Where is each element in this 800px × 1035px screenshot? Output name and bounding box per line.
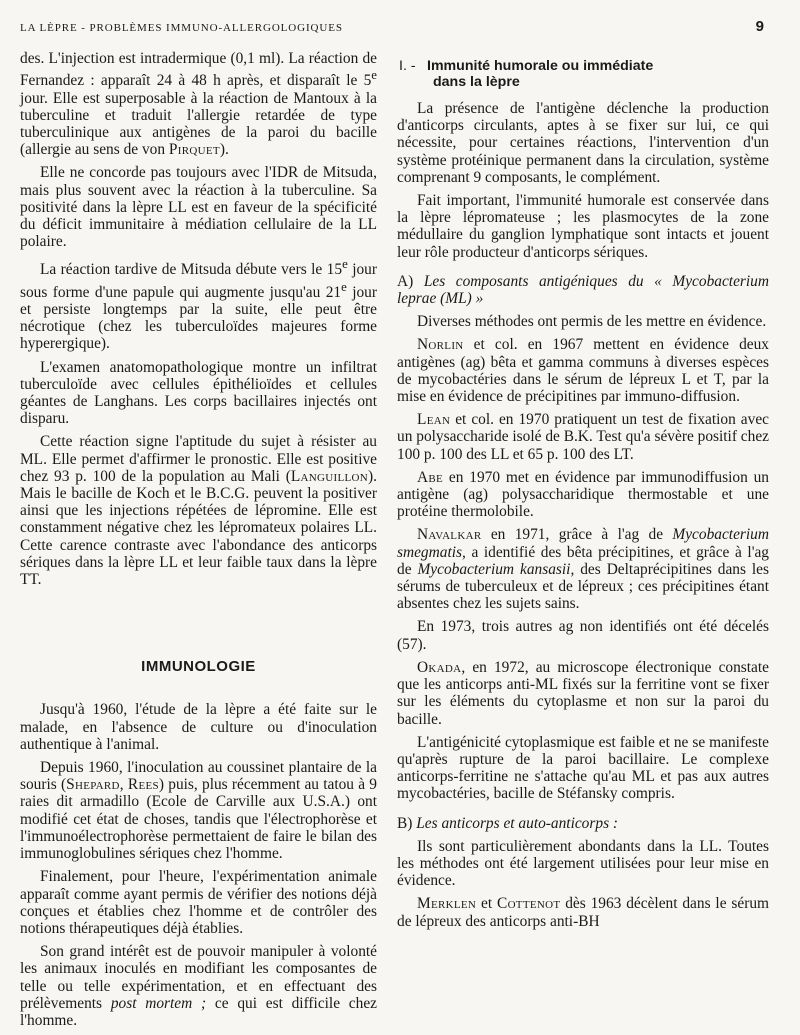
text-run: jour sous forme d'une papule qui augmente jusqu'au 21 <box>20 261 377 301</box>
author-name: Pirquet <box>168 141 220 159</box>
superscript: e <box>342 257 348 272</box>
author-name: Lean <box>417 411 451 429</box>
paragraph: Elle ne concorde pas toujours avec l'IDR de Mitsuda, mais plus souvent avec la réaction à la tuberculine. Sa positivité dans la lèpre LL est en faveur de la spécificité du déficit immunitaire à médiation cellulaire de la LL polaire. <box>20 164 377 251</box>
italic-text: Mycobacterium kansasii, <box>417 560 575 578</box>
subheading-label: B) <box>397 814 413 832</box>
subheading-text: Les composants antigéniques du « Mycobacterium leprae (ML) » <box>397 272 769 308</box>
subheading-label: A) <box>397 272 414 290</box>
paragraph <box>397 411 769 463</box>
italic-text: post mortem ; <box>110 994 207 1012</box>
paragraph: La présence de l'antigène déclenche la production d'anticorps circulants, aptes à se fixer sur lui, ce qui nécessite, pour certaines réactions, l'intervention d'un système protéinique permanent dans la circulation, système comprenant 9 composants, le complément. <box>397 100 769 186</box>
author-name: Abe <box>417 468 444 486</box>
author-name: Merklen <box>417 895 477 913</box>
text-run: ). <box>219 141 229 159</box>
paragraph <box>397 659 769 728</box>
text-run: Son grand intérêt est de pouvoir manipuler à volonté les animaux inoculés en modifiant les composantes de telle ou telle expérimentation, et en effectuant des prélèvements <box>20 943 377 1012</box>
author-name: Shepard <box>66 776 120 794</box>
text-run: des Deltaprécipitines dans les sérums de tuberculeux et de lépreux ; ces précipitines étant absentes chez les sujets sains. <box>397 560 770 613</box>
italic-text: Mycobacterium smegmatis, <box>397 526 769 561</box>
paragraph <box>397 895 769 929</box>
text-run: Depuis 1960, l'inoculation au coussinet plantaire de la souris ( <box>20 759 377 794</box>
text-run: ce qui est difficile chez l'homme. <box>20 994 377 1029</box>
author-name: Rees <box>127 776 159 794</box>
paragraph: Fait important, l'immunité humorale est conservée dans la lèpre lépromateuse ; les plasmocytes de la zone médullaire du ganglion lymphatique sont intacts et jouent leur rôle producteur d'anticorps sériques. <box>397 192 769 261</box>
text-run: jour et persiste longtemps par la suite, elle peut être nécrotique (chez les tuberculoïdes majeures forme hyperergique). <box>20 283 377 353</box>
paragraph: L'examen anatomopathologique montre un infiltrat tuberculoïde avec cellules épithélioïdes et cellules géantes de Langhans. Les corps bacillaires injectés ont disparu. <box>20 358 377 428</box>
subheading-b <box>397 815 769 832</box>
right-column <box>397 50 769 936</box>
paragraph: En 1973, trois autres ag non identifiés ont été décelés (57). <box>397 618 769 653</box>
text-run: La réaction tardive de Mitsuda débute vers le 15 <box>40 261 343 279</box>
text-run: a identifié des bêta précipitines, et grâce à l'ag de <box>397 543 769 578</box>
text-run: en 1970 met en évidence par immunodiffusion un antigène (ag) polysaccharidique thermostable et une protéine thermolobile. <box>397 468 769 521</box>
subheading-a <box>397 273 769 307</box>
text-run: et col. en 1967 mettent en évidence deux antigènes (ag) bêta et gamma communs à diverses espèces de mycobactéries dans le sérum de lépreux L et T, par la mise en évidence de précipitines par immuno-diffusion. <box>397 336 769 406</box>
paragraph: Finalement, pour l'heure, l'expérimentation animale apparaît comme ayant permis de vérifier des notions déjà conçues et établies chez l'homme et de contrôler des notions thérapeutiques déjà établies. <box>20 868 377 937</box>
author-name: Navalkar <box>417 526 482 544</box>
paragraph: L'antigénicité cytoplasmique est faible et ne se manifeste qu'après rupture de la paroi bacillaire. Le complexe anticorps-ferritine ne s'attache qu'au ML et pas aux autres mycobactéries, bacille de Stéfansky compris. <box>397 733 769 803</box>
running-header <box>12 18 764 38</box>
text-run: en 1971, grâce à l'ag de <box>481 526 673 544</box>
author-name: Cottenot <box>497 895 561 913</box>
heading-number: I. - <box>399 58 416 74</box>
text-run: dès 1963 décèlent dans le sérum de lépreux des anticorps anti-BH <box>397 895 769 930</box>
text-run: des. L'injection est intradermique (0,1 ml). La réaction de Fernandez : apparaît 24 à 48 h après, et disparaît le 5 <box>20 50 377 90</box>
paragraph <box>20 50 377 158</box>
paragraph <box>20 943 377 1029</box>
paragraph <box>397 469 769 521</box>
text-run: et col. en 1970 pratiquent un test de fixation avec un polysaccharide isolé de B.K. Test qu'a sévère positif chez 100 p. 100 des LL et 65 p. 100 des LT. <box>397 411 769 463</box>
text-run: et <box>476 895 497 913</box>
author-name: Okada <box>417 658 462 676</box>
text-run: Cette réaction signe l'aptitude du sujet à résister au ML. Elle permet d'affirmer le pronostic. Elle est positive chez 93 p. 100 de la population au Mali ( <box>20 433 377 485</box>
paragraph: Jusqu'à 1960, l'étude de la lèpre a été faite sur le malade, en l'absence de culture ou d'inoculation authentique à l'animal. <box>20 701 377 753</box>
paragraph <box>20 433 377 588</box>
paragraph <box>397 336 769 405</box>
paragraph <box>20 759 377 862</box>
paragraph <box>20 256 377 352</box>
text-run: , <box>119 776 128 794</box>
text-run: , en 1972, au microscope électronique constate que les anticorps anti-ML fixés sur la ferritine vont se fixer sur les éléments du cytoplasme et non sur la paroi du bacille. <box>397 658 769 728</box>
author-name: Languillon <box>290 467 369 485</box>
superscript: e <box>371 68 377 83</box>
heading-line: dans la lèpre <box>433 74 520 90</box>
superscript: e <box>341 279 347 294</box>
text-run: ) puis, plus récemment au tatou à 9 raies dit armadillo (Ecole de Carville aux U.S.A.) ont modifié cet état de choses, tandis que l'électrophorèse et l'immunoélectrophorèse permettaient de faire le bilan des immunoglobulines sériques chez l'homme. <box>20 776 377 863</box>
heading-line: Immunité humorale ou immédiate <box>427 58 654 74</box>
running-title: LA LÈPRE - PROBLÈMES IMMUNO-ALLERGOLOGIQUES <box>20 22 343 34</box>
text-run: ). Mais le bacille de Koch et le B.C.G. peuvent la positiver ainsi que les injections répétées de lépromine. Elle est constamment négative chez les lépromateux polaires LL. Cette carence contraste avec l'abondance des anticorps sériques dans la lèpre LL et leur faible taux dans la lèpre TT. <box>20 467 377 589</box>
page-number: 9 <box>755 18 764 35</box>
paragraph: Ils sont particulièrement abondants dans la LL. Toutes les méthodes ont été largement utilisées pour leur mise en évidence. <box>397 837 769 890</box>
subheading-text: Les anticorps et auto-anticorps : <box>416 814 619 832</box>
left-column <box>20 50 377 1035</box>
paragraph <box>397 526 769 612</box>
subsection-heading <box>397 58 769 90</box>
author-name: Norlin <box>417 336 464 354</box>
text-run: jour. Elle est superposable à la réaction de Mantoux à la tuberculine et traduit l'allergie retardée de type tuberculinique aux antigènes de la paroi du bacille (allergie au sens de von <box>20 89 377 159</box>
paragraph: Diverses méthodes ont permis de les mettre en évidence. <box>417 313 767 331</box>
section-heading: IMMUNOLOGIE <box>141 658 256 676</box>
